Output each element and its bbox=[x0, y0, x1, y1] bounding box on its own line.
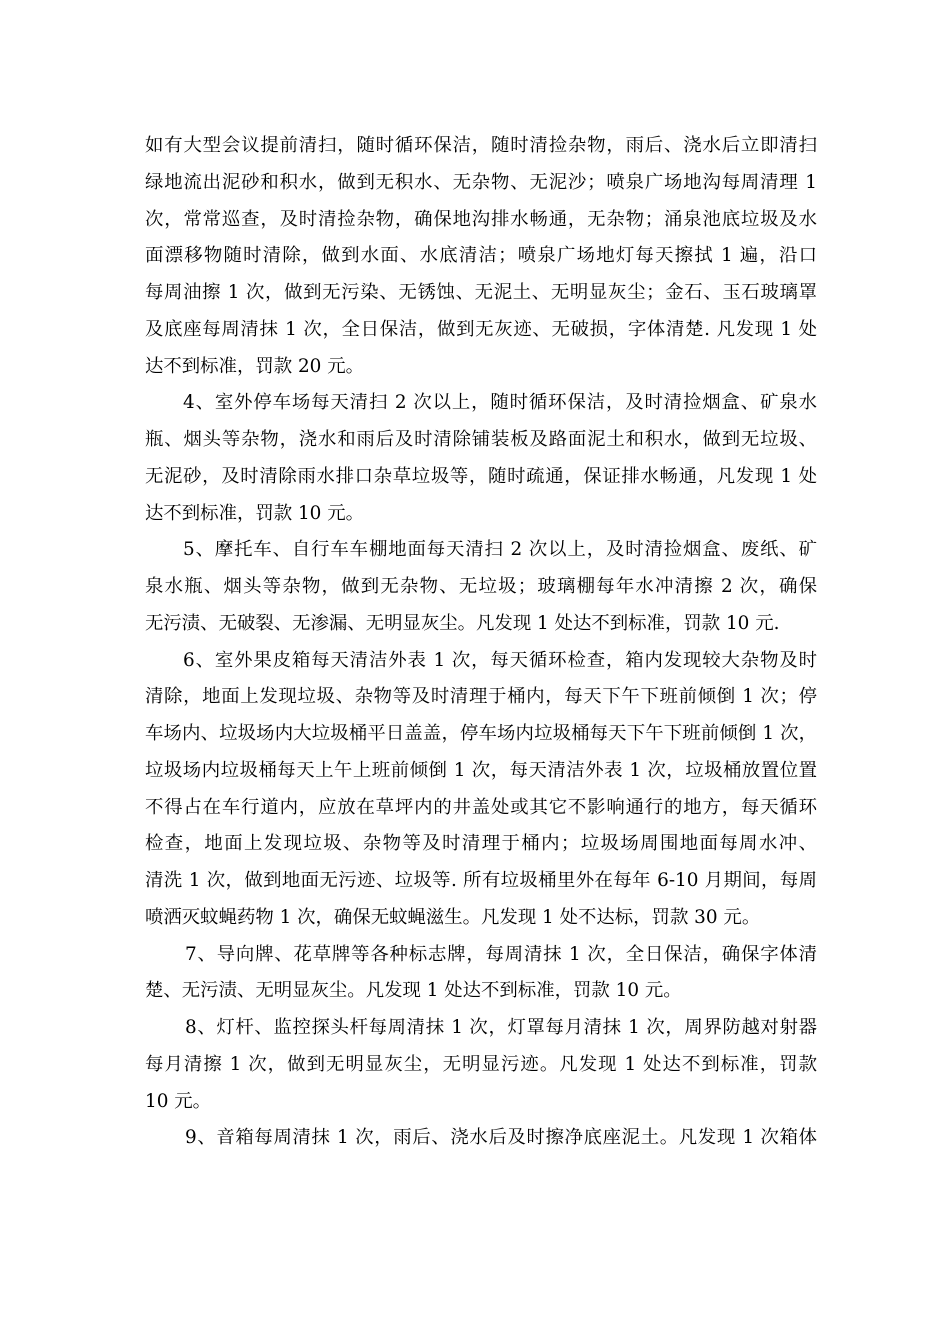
paragraph-start-6: 6、室外果皮箱每天清洁外表 1 次，每天循环检查，箱内发现较大杂物及时 bbox=[183, 649, 817, 671]
text-line: 每周油擦 1 次，做到无污染、无锈蚀、无泥土、无明显灰尘；金石、玉石玻璃罩 bbox=[145, 282, 817, 303]
paragraph-start-5: 5、摩托车、自行车车棚地面每天清扫 2 次以上，及时清捡烟盒、废纸、矿 bbox=[183, 539, 817, 561]
paragraph-start-7: 7、导向牌、花草牌等各种标志牌，每周清抹 1 次，全日保洁，确保字体清 bbox=[185, 943, 817, 965]
text-line: 车场内、垃圾场内大垃圾桶平日盖盖，停车场内垃圾桶每天下午下班前倾倒 1 次， bbox=[145, 723, 817, 744]
text-line: 及底座每周清抹 1 次，全日保洁，做到无灰迹、无破损，字体清楚. 凡发现 1 处 bbox=[145, 318, 817, 340]
text-line: 喷洒灭蚊蝇药物 1 次，确保无蚊蝇滋生。凡发现 1 处不达标，罚款 30 元。 bbox=[145, 906, 761, 928]
text-line: 楚、无污渍、无明显灰尘。凡发现 1 处达不到标准，罚款 10 元。 bbox=[145, 980, 682, 1002]
paragraph-start-8: 8、灯杆、监控探头杆每周清抹 1 次，灯罩每月清抹 1 次，周界防越对射器 bbox=[185, 1017, 817, 1038]
text-line: 10 元。 bbox=[145, 1090, 212, 1112]
text-line: 绿地流出泥砂和积水，做到无积水、无杂物、无泥沙；喷泉广场地沟每周清理 1 bbox=[145, 171, 817, 193]
text-line: 检查，地面上发现垃圾、杂物等及时清理于桶内；垃圾场周围地面每周水冲、 bbox=[145, 833, 817, 855]
text-line: 清洗 1 次，做到地面无污迹、垃圾等. 所有垃圾桶里外在每年 6-10 月期间，每周 bbox=[145, 870, 817, 891]
paragraph-start-9: 9、音箱每周清抹 1 次，雨后、浇水后及时擦净底座泥土。凡发现 1 次箱体 bbox=[185, 1127, 817, 1149]
text-line: 不得占在车行道内，应放在草坪内的井盖处或其它不影响通行的地方，每天循环 bbox=[145, 796, 817, 818]
text-line: 次，常常巡查，及时清捡杂物，确保地沟排水畅通，无杂物；涌泉池底垃圾及水 bbox=[145, 208, 817, 230]
text-line: 达不到标准，罚款 10 元。 bbox=[145, 502, 364, 524]
paragraph-start-4: 4、室外停车场每天清扫 2 次以上，随时循环保洁，及时清捡烟盒、矿泉水 bbox=[183, 392, 817, 414]
text-line: 泉水瓶、烟头等杂物，做到无杂物、无垃圾；玻璃棚每年水冲清擦 2 次，确保 bbox=[145, 576, 817, 597]
text-line: 瓶、烟头等杂物，浇水和雨后及时清除铺装板及路面泥土和积水，做到无垃圾、 bbox=[145, 429, 817, 450]
text-line: 清除，地面上发现垃圾、杂物等及时清理于桶内，每天下午下班前倾倒 1 次；停 bbox=[145, 686, 817, 708]
text-line: 如有大型会议提前清扫，随时循环保洁，随时清捡杂物，雨后、浇水后立即清扫 bbox=[145, 135, 817, 156]
body-text bbox=[145, 128, 817, 1157]
text-line: 垃圾场内垃圾桶每天上午上班前倾倒 1 次，每天清洁外表 1 次，垃圾桶放置位置 bbox=[145, 759, 817, 781]
text-line: 达不到标准，罚款 20 元。 bbox=[145, 355, 364, 377]
text-line: 无泥砂，及时清除雨水排口杂草垃圾等，随时疏通，保证排水畅通，凡发现 1 处 bbox=[145, 465, 817, 487]
text-line: 每月清擦 1 次，做到无明显灰尘，无明显污迹。凡发现 1 处达不到标准，罚款 bbox=[145, 1053, 817, 1075]
text-line: 无污渍、无破裂、无渗漏、无明显灰尘。凡发现 1 处达不到标准，罚款 10 元. bbox=[145, 612, 780, 634]
text-line: 面漂移物随时清除，做到水面、水底清洁；喷泉广场地灯每天擦拭 1 遍，沿口 bbox=[145, 245, 817, 267]
